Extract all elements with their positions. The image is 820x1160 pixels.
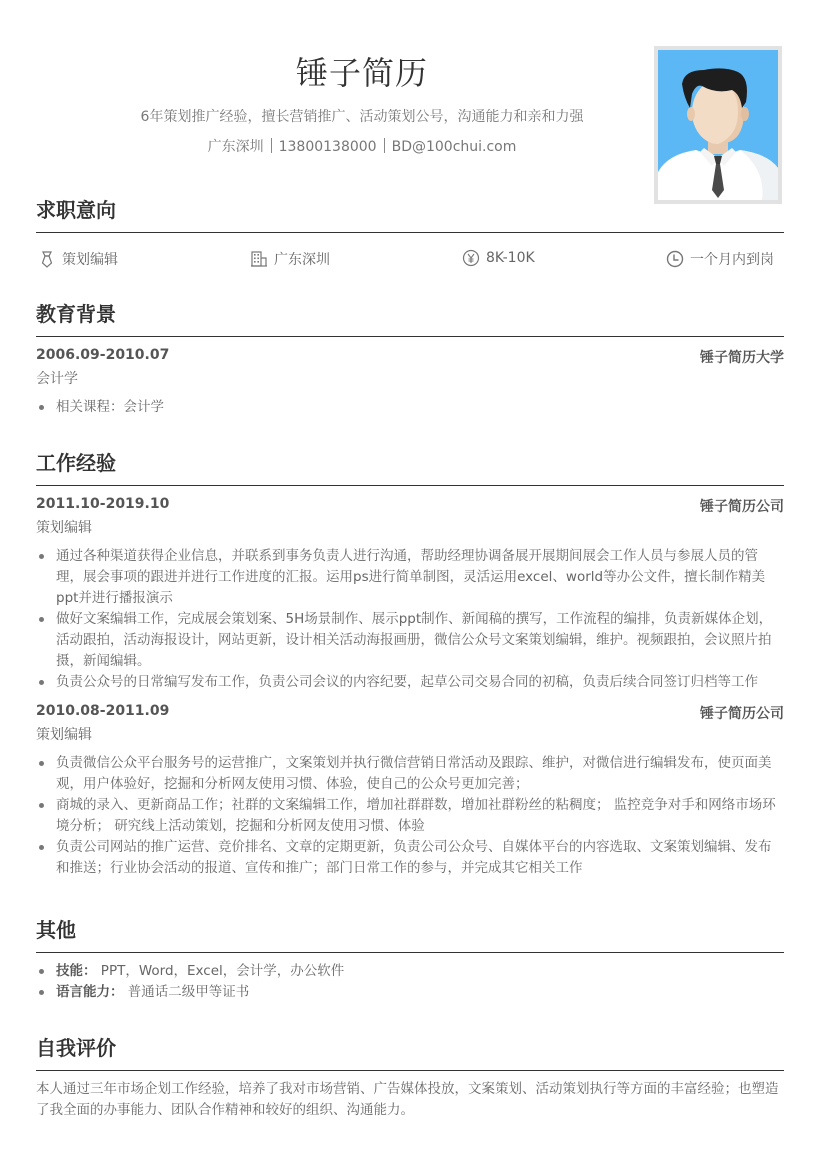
divider — [271, 138, 272, 153]
entry-company: 锤子简历公司 — [700, 706, 784, 722]
entry-role: 策划编辑 — [36, 520, 92, 536]
intent-salary — [462, 249, 535, 267]
entry-date: 2010.08-2011.09 — [36, 703, 170, 719]
intent-label: 一个月内到岗 — [690, 252, 774, 268]
education-bullets — [36, 397, 784, 418]
entry-date: 2006.09-2010.07 — [36, 347, 170, 363]
section-title: 其他 — [36, 918, 76, 942]
section-title: 自我评价 — [36, 1036, 116, 1060]
list-item-skills — [36, 961, 784, 982]
list-item: 负责公司网站的推广运营、竞价排名、文章的定期更新，负责公司公众号、自媒体平台的内容选取、文案策划编辑、发布和推送；行业协会活动的报道、宣传和推广；部门日常工作的参与，并完成其它相关工作 — [36, 837, 784, 879]
list-item-language — [36, 982, 784, 1003]
list-item: 负责公众号的日常编写发布工作，负责公司会议的内容纪要，起草公司交易合同的初稿，负责后续合同签订归档等工作 — [36, 672, 784, 693]
list-item: 商城的录入、更新商品工作；社群的文案编辑工作，增加社群群数，增加社群粉丝的粘稠度； 监控竞争对手和网络市场环境分析； 研究线上活动策划，挖掘和分析网友使用习惯、体验 — [36, 795, 784, 837]
section-divider — [36, 232, 784, 233]
divider — [384, 138, 385, 153]
list-item: 做好文案编辑工作，完成展会策划案、5H场景制作、展示ppt制作、新闻稿的撰写，工作流程的编排，负责新媒体企划，活动跟拍，活动海报设计，网站更新，设计相关活动海报画册，微信公众号文案策划编辑，维护。视频跟拍，会议照片拍摄，新闻编辑。 — [36, 609, 784, 672]
intent-city — [250, 249, 330, 269]
contact-phone: 13800138000 — [278, 139, 377, 155]
section-title: 工作经验 — [36, 451, 116, 475]
intent-availability — [666, 249, 774, 269]
work-bullets — [36, 546, 784, 693]
section-divider — [36, 336, 784, 337]
list-item: 负责微信公众平台服务号的运营推广，文案策划并执行微信营销日常活动及跟踪、维护，对微信进行编辑发布，使页面美观，用户体验好，挖掘和分析网友使用习惯、体验，使自己的公众号更加完善； — [36, 753, 784, 795]
work-entry-header — [36, 496, 784, 518]
entry-school: 锤子简历大学 — [700, 350, 784, 366]
candidate-name: 锤子简历 — [295, 54, 428, 92]
section-title: 教育背景 — [36, 302, 116, 326]
other-bullets — [36, 961, 784, 1003]
intent-label: 8K-10K — [486, 250, 535, 266]
section-job-intent — [36, 194, 784, 277]
entry-company: 锤子简历公司 — [700, 499, 784, 515]
entry-major: 会计学 — [36, 371, 78, 387]
contact-email: BD@100chui.com — [391, 139, 517, 155]
item-label: 技能： — [56, 963, 97, 979]
job-intent-row — [36, 239, 784, 277]
education-entry-header — [36, 347, 784, 369]
candidate-summary: 6年策划推广经验，擅长营销推广、活动策划公号，沟通能力和亲和力强 — [140, 109, 584, 125]
section-self-evaluation — [36, 1032, 784, 1121]
yen-icon — [462, 249, 480, 267]
section-divider — [36, 485, 784, 486]
item-value: 普通话二级甲等证书 — [127, 984, 250, 1000]
item-label: 语言能力： — [56, 984, 124, 1000]
list-item: 通过各种渠道获得企业信息，并联系到事务负责人进行沟通，帮助经理协调备展开展期间展会工作人员与参展人员的管理，展会事项的跟进并进行工作进度的汇报。运用ps进行简单制图，灵活运用excel、world等办公文件，擅长制作精美ppt并进行播报演示 — [36, 546, 784, 609]
entry-role: 策划编辑 — [36, 727, 92, 743]
clock-icon — [666, 250, 684, 268]
section-title: 求职意向 — [36, 198, 116, 222]
self-evaluation-text: 本人通过三年市场企划工作经验，培养了我对市场营销、广告媒体投放，文案策划、活动策划执行等方面的丰富经验；也塑造了我全面的办事能力、团队合作精神和较好的组织、沟通能力。 — [36, 1081, 779, 1118]
list-item: 相关课程：会计学 — [36, 397, 784, 418]
building-icon — [250, 250, 268, 268]
work-entry-header — [36, 703, 784, 725]
contact-location: 广东深圳 — [207, 139, 264, 155]
section-divider — [36, 1070, 784, 1071]
section-work — [36, 447, 784, 879]
avatar — [654, 46, 782, 204]
section-other — [36, 914, 784, 1003]
work-bullets — [36, 753, 784, 879]
intent-label: 广东深圳 — [274, 252, 330, 268]
entry-date: 2011.10-2019.10 — [36, 496, 170, 512]
section-education — [36, 298, 784, 418]
avatar-illustration — [658, 50, 778, 200]
intent-position — [38, 249, 118, 269]
item-value: PPT，Word，Excel，会计学，办公软件 — [100, 963, 345, 979]
tie-icon — [38, 250, 56, 268]
intent-label: 策划编辑 — [62, 252, 118, 268]
section-divider — [36, 952, 784, 953]
contact-line — [0, 136, 724, 156]
